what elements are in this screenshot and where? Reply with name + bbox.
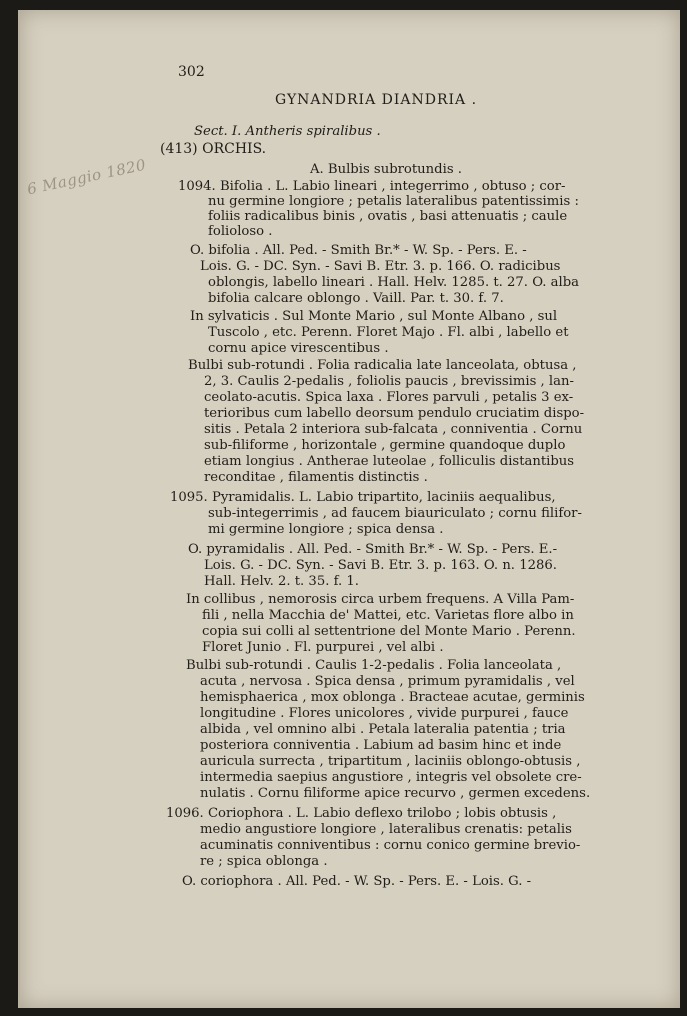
text-line: foliis radicalibus binis , ovatis , basi attenuatis ; caule (208, 209, 568, 224)
text-line: nu germine longiore ; petalis lateralibus patentissimis : (208, 194, 579, 209)
description-line: ceolato-acutis. Spica laxa . Flores parvuli , petalis 3 ex- (204, 390, 574, 405)
subdivision-heading: A. Bulbis subrotundis . (310, 162, 462, 177)
habitat-line: In sylvaticis . Sul Monte Mario , sul Monte Albano , sul (190, 309, 558, 324)
habitat-line: cornu apice virescentibus . (208, 341, 389, 356)
description-line: albida , vel omnino albi . Petala lateralia patentia ; tria (200, 722, 566, 737)
text-line: medio angustiore longiore , lateralibus crenatis: petalis (200, 822, 572, 837)
species-1095-line: 1095. Pyramidalis. L. Labio tripartito, laciniis aequalibus, (170, 490, 556, 505)
description-line: auricula surrecta , tripartitum , laciniis oblongo-obtusis , (200, 754, 581, 769)
description-line: nulatis . Cornu filiforme apice recurvo , germen excedens. (200, 786, 591, 801)
habitat-line: copia sui colli al settentrione del Monte Mario . Perenn. (202, 624, 576, 639)
species-1094-line: 1094. Bifolia . L. Labio lineari , integerrimo , obtuso ; cor- (178, 179, 566, 194)
description-line: posteriora conniventia . Labium ad basim hinc et inde (200, 738, 562, 753)
description-line: terioribus cum labello deorsum pendulo cruciatim dispo- (204, 406, 585, 421)
habitat-line: Floret Junio . Fl. purpurei , vel albi . (202, 640, 444, 655)
habitat-line: Tuscolo , etc. Perenn. Floret Majo . Fl. albi , labello et (208, 325, 569, 340)
section-heading: Sect. I. Antheris spiralibus . (194, 124, 381, 139)
synonymy-line: O. pyramidalis . All. Ped. - Smith Br.* - W. Sp. - Pers. E.- (188, 542, 558, 557)
description-line: sub-filiforme , horizontale , germine quandoque duplo (204, 438, 566, 453)
synonymy-line: O. bifolia . All. Ped. - Smith Br.* - W. Sp. - Pers. E. - (190, 243, 527, 258)
description-line: Bulbi sub-rotundi . Folia radicalia late lanceolata, obtusa , (188, 358, 577, 373)
page-number: 302 (178, 64, 205, 80)
habitat-line: In collibus , nemorosis circa urbem frequens. A Villa Pam- (186, 592, 575, 607)
synonymy-line: Lois. G. - DC. Syn. - Savi B. Etr. 3. p. 166. O. radicibus (200, 259, 561, 274)
running-head: GYNANDRIA DIANDRIA . (275, 92, 478, 108)
genus-heading: (413) ORCHIS. (160, 141, 267, 157)
synonymy-line: Hall. Helv. 2. t. 35. f. 1. (204, 574, 359, 589)
description-line: reconditae , filamentis distinctis . (204, 470, 428, 485)
synonymy-line: O. coriophora . All. Ped. - W. Sp. - Pers. E. - Lois. G. - (182, 874, 532, 889)
text-line: mi germine longiore ; spica densa . (208, 522, 444, 537)
description-line: hemisphaerica , mox oblonga . Bracteae acutae, germinis (200, 690, 585, 705)
synonymy-line: bifolia calcare oblongo . Vaill. Par. t. 30. f. 7. (208, 291, 504, 306)
description-line: 2, 3. Caulis 2-pedalis , foliolis paucis , brevissimis , lan- (204, 374, 574, 389)
description-line: Bulbi sub-rotundi . Caulis 1-2-pedalis . Folia lanceolata , (186, 658, 562, 673)
description-line: longitudine . Flores unicolores , vivide purpurei , fauce (200, 706, 569, 721)
synonymy-line: oblongis, labello lineari . Hall. Helv. 1285. t. 27. O. alba (208, 275, 579, 290)
text-line: folioloso . (208, 224, 273, 239)
text-line: sub-integerrimis , ad faucem biauriculato ; cornu filifor- (208, 506, 582, 521)
description-line: sitis . Petala 2 interiora sub-falcata , conniventia . Cornu (204, 422, 583, 437)
description-line: acuta , nervosa . Spica densa , primum pyramidalis , vel (200, 674, 575, 689)
description-line: etiam longius . Antherae luteolae , folliculis distantibus (204, 454, 575, 469)
text-line: acuminatis conniventibus : cornu conico germine brevio- (200, 838, 581, 853)
description-line: intermedia saepius angustiore , integris vel obsolete cre- (200, 770, 582, 785)
habitat-line: fili , nella Macchia de' Mattei, etc. Varietas flore albo in (202, 608, 574, 623)
synonymy-line: Lois. G. - DC. Syn. - Savi B. Etr. 3. p. 163. O. n. 1286. (204, 558, 557, 573)
species-1096-line: 1096. Coriophora . L. Labio deflexo trilobo ; lobis obtusis , (166, 806, 557, 821)
handwritten-date-note: 6 Maggio 1820 (25, 155, 148, 199)
text-line: re ; spica oblonga . (200, 854, 328, 869)
